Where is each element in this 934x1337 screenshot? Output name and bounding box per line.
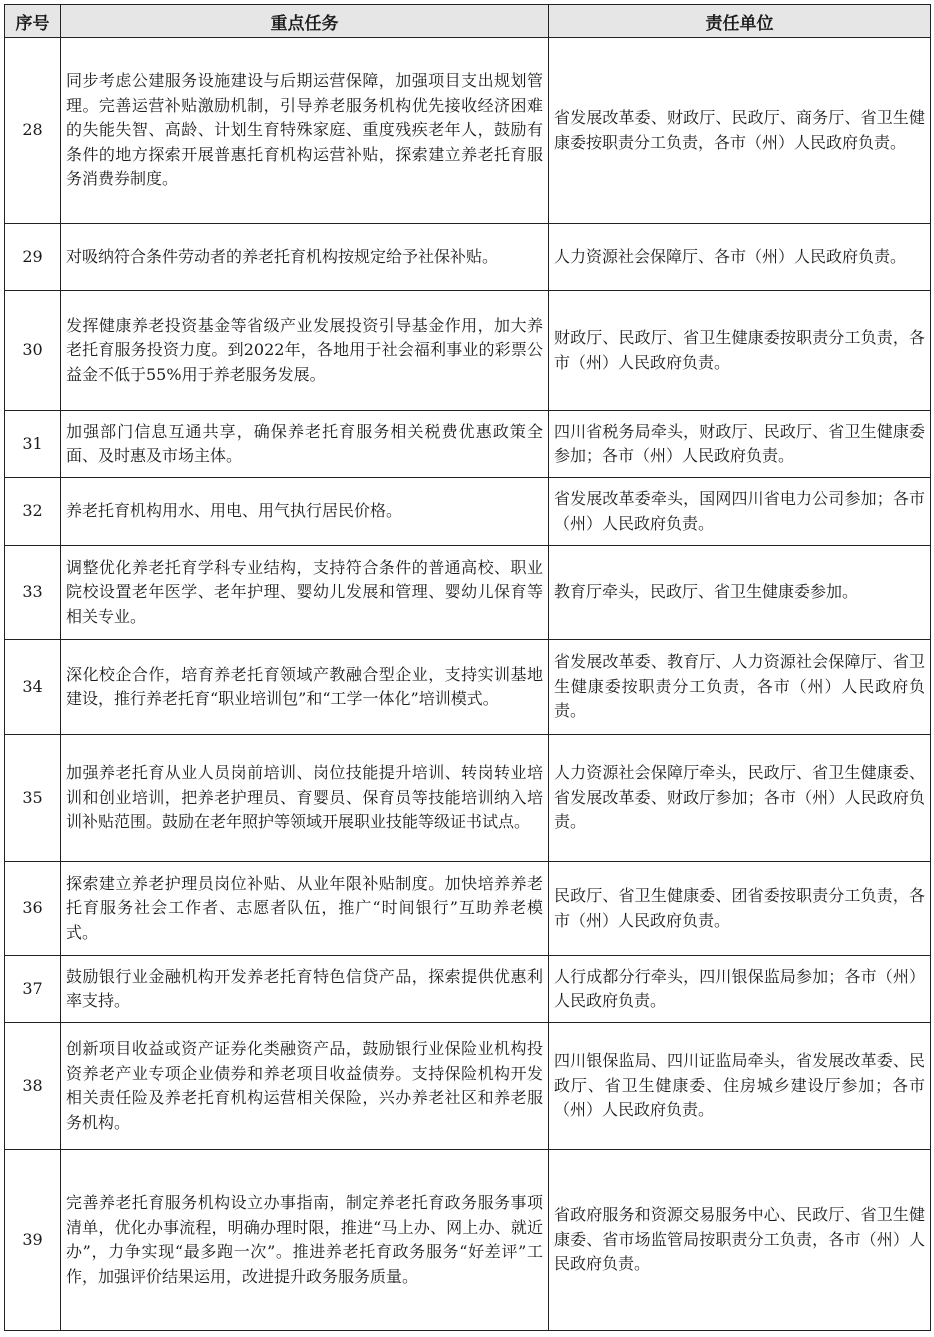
table-row [5,478,931,546]
table-header-row [5,5,931,38]
row-unit: 教育厅牵头，民政厅、省卫生健康委参加。 [549,546,931,640]
task-table [4,4,931,1331]
header-unit: 责任单位 [549,5,931,38]
row-task: 调整优化养老托育学科专业结构，支持符合条件的普通高校、职业院校设置老年医学、老年护理、婴幼儿发展和管理、婴幼儿保育等相关专业。 [61,546,549,640]
row-unit: 人力资源社会保障厅、各市（州）人民政府负责。 [549,224,931,291]
row-unit: 四川银保监局、四川证监局牵头，省发展改革委、民政厅、省卫生健康委、住房城乡建设厅参加；各市（州）人民政府负责。 [549,1023,931,1150]
row-task: 养老托育机构用水、用电、用气执行居民价格。 [61,478,549,546]
table-row [5,862,931,956]
row-number: 37 [5,956,61,1023]
table-row [5,224,931,291]
row-number: 34 [5,640,61,735]
table-row [5,956,931,1023]
row-task: 完善养老托育服务机构设立办事指南，制定养老托育政务服务事项清单，优化办事流程，明确办理时限，推进“马上办、网上办、就近办”，力争实现“最多跑一次”。推进养老托育政务服务“好差评”工作，加强评价结果运用，改进提升政务服务质量。 [61,1150,549,1331]
table-row [5,291,931,411]
row-number: 29 [5,224,61,291]
row-task: 创新项目收益或资产证券化类融资产品，鼓励银行业保险业机构投资养老产业专项企业债券和养老项目收益债券。支持保险机构开发相关责任险及养老托育机构运营相关保险，兴办养老社区和养老服务机构。 [61,1023,549,1150]
table-row [5,1150,931,1331]
row-task: 对吸纳符合条件劳动者的养老托育机构按规定给予社保补贴。 [61,224,549,291]
row-task: 同步考虑公建服务设施建设与后期运营保障，加强项目支出规划管理。完善运营补贴激励机制，引导养老服务机构优先接收经济困难的失能失智、高龄、计划生育特殊家庭、重度残疾老年人，鼓励有条件的地方探索开展普惠托育机构运营补贴，探索建立养老托育服务消费券制度。 [61,38,549,224]
row-unit: 省发展改革委、财政厅、民政厅、商务厅、省卫生健康委按职责分工负责，各市（州）人民政府负责。 [549,38,931,224]
table-row [5,546,931,640]
row-unit: 省政府服务和资源交易服务中心、民政厅、省卫生健康委、省市场监管局按职责分工负责，各市（州）人民政府负责。 [549,1150,931,1331]
row-number: 28 [5,38,61,224]
row-unit: 人行成都分行牵头，四川银保监局参加；各市（州）人民政府负责。 [549,956,931,1023]
row-number: 38 [5,1023,61,1150]
table-row [5,38,931,224]
row-unit: 四川省税务局牵头，财政厅、民政厅、省卫生健康委参加；各市（州）人民政府负责。 [549,411,931,478]
row-task: 探索建立养老护理员岗位补贴、从业年限补贴制度。加快培养养老托育服务社会工作者、志愿者队伍，推广“时间银行”互助养老模式。 [61,862,549,956]
table-row [5,411,931,478]
row-unit: 省发展改革委、教育厅、人力资源社会保障厅、省卫生健康委按职责分工负责，各市（州）人民政府负责。 [549,640,931,735]
table-row [5,640,931,735]
header-num: 序号 [5,5,61,38]
row-number: 39 [5,1150,61,1331]
row-unit: 省发展改革委牵头，国网四川省电力公司参加；各市（州）人民政府负责。 [549,478,931,546]
row-task: 发挥健康养老投资基金等省级产业发展投资引导基金作用，加大养老托育服务投资力度。到2022年，各地用于社会福利事业的彩票公益金不低于55%用于养老服务发展。 [61,291,549,411]
row-number: 33 [5,546,61,640]
row-unit: 人力资源社会保障厅牵头，民政厅、省卫生健康委、省发展改革委、财政厅参加；各市（州）人民政府负责。 [549,735,931,862]
table-row [5,1023,931,1150]
row-unit: 民政厅、省卫生健康委、团省委按职责分工负责，各市（州）人民政府负责。 [549,862,931,956]
row-task: 深化校企合作，培育养老托育领域产教融合型企业，支持实训基地建设，推行养老托育“职业培训包”和“工学一体化”培训模式。 [61,640,549,735]
row-unit: 财政厅、民政厅、省卫生健康委按职责分工负责，各市（州）人民政府负责。 [549,291,931,411]
table-row [5,735,931,862]
row-task: 鼓励银行业金融机构开发养老托育特色信贷产品，探索提供优惠利率支持。 [61,956,549,1023]
row-number: 31 [5,411,61,478]
row-number: 36 [5,862,61,956]
row-task: 加强养老托育从业人员岗前培训、岗位技能提升培训、转岗转业培训和创业培训，把养老护理员、育婴员、保育员等技能培训纳入培训补贴范围。鼓励在老年照护等领域开展职业技能等级证书试点。 [61,735,549,862]
row-number: 35 [5,735,61,862]
row-number: 32 [5,478,61,546]
row-task: 加强部门信息互通共享，确保养老托育服务相关税费优惠政策全面、及时惠及市场主体。 [61,411,549,478]
header-task: 重点任务 [61,5,549,38]
row-number: 30 [5,291,61,411]
